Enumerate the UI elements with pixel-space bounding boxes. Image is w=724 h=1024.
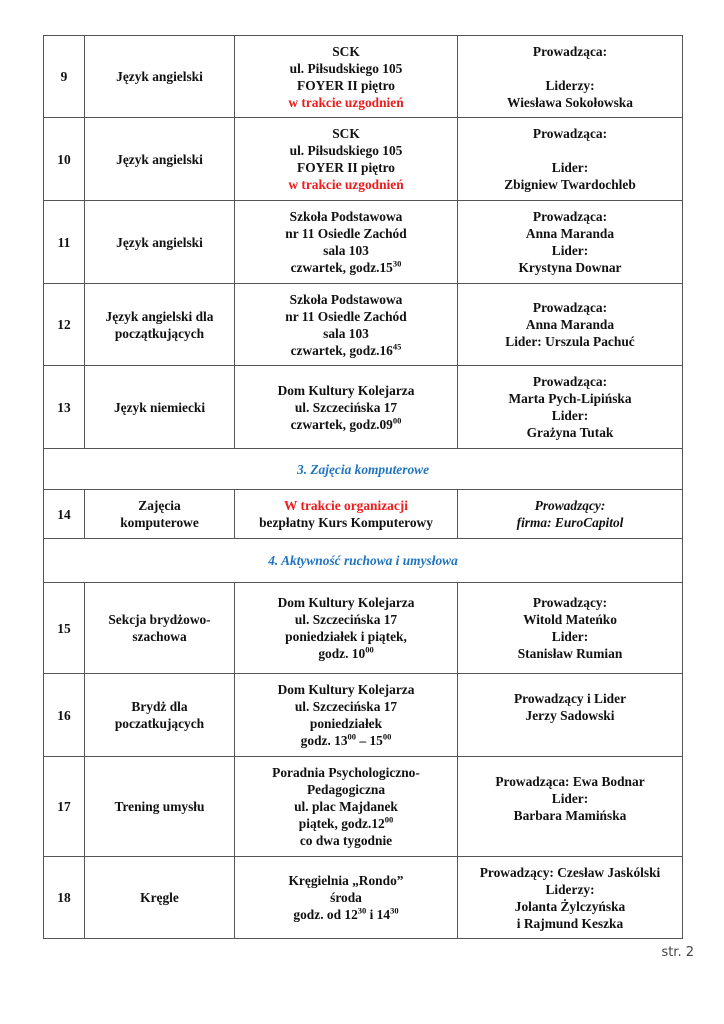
leader-line: firma: EuroCapitol — [516, 515, 624, 530]
row-number: 14 — [44, 490, 85, 539]
place-line — [239, 681, 453, 698]
place-line — [239, 889, 453, 906]
place-text: godz. 13 — [300, 733, 348, 748]
place-cell — [235, 118, 458, 201]
leaders-cell — [458, 757, 683, 857]
place-text: środa — [330, 890, 362, 905]
leaders-cell — [458, 583, 683, 674]
table-row — [44, 366, 683, 449]
place-cell — [235, 857, 458, 939]
place-cell — [235, 366, 458, 449]
place-text: sala 103 — [323, 243, 369, 258]
leaders-cell — [458, 118, 683, 201]
place-text: Kręgielnia „Rondo” — [288, 873, 404, 888]
leader-line: Jolanta Żylczyńska — [514, 898, 626, 914]
place-text: Szkoła Podstawowa — [289, 209, 403, 224]
place-line — [239, 611, 453, 628]
time-minutes: 30 — [392, 258, 402, 269]
activity-cell — [85, 36, 235, 118]
place-text: godz. od 12 — [293, 907, 358, 922]
leader-line: Witold Mateńko — [523, 612, 617, 627]
place-line — [239, 416, 453, 433]
table-row — [44, 857, 683, 939]
place-text: SCK — [332, 43, 360, 59]
place-text: ul. Szczecińska 17 — [294, 699, 398, 714]
row-number: 16 — [44, 674, 85, 757]
time-minutes: 00 — [392, 415, 402, 426]
place-line — [239, 43, 453, 60]
leader-line: Anna Maranda — [525, 226, 615, 241]
place-text: nr 11 Osiedle Zachód — [285, 226, 407, 241]
place-text: poniedziałek — [309, 716, 383, 731]
activity-line: komputerowe — [120, 515, 199, 530]
place-text: czwartek, godz.15 — [290, 260, 393, 275]
place-line — [239, 715, 453, 732]
leader-line: Liderzy: — [545, 77, 595, 93]
time-minutes: 00 — [382, 731, 392, 742]
table-row — [44, 284, 683, 366]
section-heading-row — [44, 539, 683, 583]
place-text: nr 11 Osiedle Zachód — [285, 308, 407, 324]
activity-line: Trening umysłu — [114, 799, 205, 814]
place-line — [239, 628, 453, 645]
leader-line: Lider: — [551, 160, 589, 175]
activity-cell — [85, 201, 235, 284]
place-line — [239, 60, 453, 77]
place-text: ul. Piłsudskiego 105 — [289, 143, 403, 158]
leader-line: Zbigniew Twardochleb — [504, 177, 636, 192]
activity-line: Język angielski dla — [105, 308, 214, 324]
table-row — [44, 36, 683, 118]
row-number: 9 — [44, 36, 85, 118]
activity-line: poczatkujących — [114, 716, 205, 731]
activity-line: szachowa — [132, 629, 187, 644]
row-number: 15 — [44, 583, 85, 674]
leaders-cell — [458, 284, 683, 366]
time-minutes: 00 — [347, 731, 357, 742]
place-text: w trakcie uzgodnień — [288, 94, 404, 110]
place-text: ul. Szczecińska 17 — [294, 612, 398, 627]
section-heading-row — [44, 449, 683, 490]
activity-cell — [85, 118, 235, 201]
leaders-cell — [458, 674, 683, 757]
activity-cell — [85, 284, 235, 366]
place-line — [239, 159, 453, 176]
time-minutes: 00 — [365, 644, 374, 655]
leader-line: Wiesława Sokołowska — [507, 94, 633, 110]
row-number: 17 — [44, 757, 85, 857]
leader-line: Jerzy Sadowski — [525, 707, 615, 723]
place-line — [239, 594, 453, 611]
leader-line: Grażyna Tutak — [526, 425, 614, 440]
activity-line: Zajęcia — [138, 498, 181, 513]
activity-line: Język angielski — [116, 69, 203, 84]
row-number: 13 — [44, 366, 85, 449]
place-line — [239, 732, 453, 749]
activity-cell — [85, 757, 235, 857]
table-row — [44, 490, 683, 539]
place-cell — [235, 490, 458, 539]
spacer — [462, 824, 678, 841]
leader-line: Krystyna Downar — [518, 260, 622, 275]
leader-line: Lider: — [551, 790, 589, 806]
leader-line: Prowadzący: — [534, 498, 606, 513]
place-line — [239, 645, 453, 662]
place-text: co dwa tygodnie — [299, 833, 393, 848]
place-line — [239, 142, 453, 159]
place-text: Dom Kultury Kolejarza — [277, 595, 415, 610]
status-note — [239, 94, 453, 111]
table-row — [44, 757, 683, 857]
place-text: sala 103 — [323, 325, 369, 341]
place-line — [239, 798, 453, 815]
place-cell — [235, 36, 458, 118]
activities-table — [43, 35, 683, 939]
place-text: czwartek, godz.16 — [290, 342, 393, 358]
leader-line: Lider: — [551, 629, 589, 644]
time-minutes: 30 — [390, 905, 399, 916]
table-row — [44, 583, 683, 674]
spacer — [462, 724, 678, 741]
leader-line: Anna Maranda — [525, 317, 615, 332]
row-number: 12 — [44, 284, 85, 366]
activity-cell — [85, 857, 235, 939]
leader-line: Prowadząca: — [532, 126, 608, 141]
table-row — [44, 201, 683, 284]
activity-cell — [85, 366, 235, 449]
place-line — [239, 399, 453, 416]
place-cell — [235, 201, 458, 284]
place-line — [239, 291, 453, 308]
place-text: – 15 — [356, 733, 383, 748]
leaders-cell — [458, 366, 683, 449]
activity-cell — [85, 674, 235, 757]
row-number: 18 — [44, 857, 85, 939]
place-text: piątek, godz.12 — [298, 816, 385, 831]
activity-line: Kręgle — [140, 890, 179, 905]
leader-line: Prowadząca: — [532, 43, 608, 59]
spacer — [462, 142, 678, 159]
place-text: FOYER II piętro — [297, 77, 395, 93]
page-number: str. 2 — [661, 945, 694, 960]
activity-line: Sekcja brydżowo- — [108, 612, 211, 627]
spacer — [462, 60, 678, 77]
place-line — [239, 259, 453, 276]
place-text: SCK — [332, 126, 360, 141]
row-number: 10 — [44, 118, 85, 201]
place-line — [239, 382, 453, 399]
place-text: czwartek, godz.09 — [290, 416, 393, 432]
place-line — [239, 781, 453, 798]
leader-line: Prowadząca: — [532, 300, 608, 315]
leader-line: Liderzy: — [545, 881, 595, 897]
place-line — [239, 815, 453, 832]
place-text: Pedagogiczna — [306, 782, 386, 797]
leaders-cell — [458, 36, 683, 118]
activity-cell — [85, 583, 235, 674]
leader-line: Barbara Mamińska — [513, 807, 627, 823]
place-line — [239, 77, 453, 94]
place-line — [239, 764, 453, 781]
section-heading-activity: 4. Aktywność ruchowa i umysłowa — [44, 539, 683, 583]
section-heading-computer: 3. Zajęcia komputerowe — [44, 449, 683, 490]
place-text: FOYER II piętro — [297, 160, 395, 175]
activity-line: Brydż dla — [131, 699, 188, 714]
time-minutes: 00 — [384, 814, 394, 825]
place-text: Dom Kultury Kolejarza — [277, 682, 415, 697]
activity-line: Język niemiecki — [113, 399, 206, 415]
place-text: Poradnia Psychologiczno- — [272, 765, 420, 780]
place-line — [239, 308, 453, 325]
place-line — [239, 698, 453, 715]
leader-line: Lider: Urszula Pachuć — [505, 334, 635, 349]
place-text: Szkoła Podstawowa — [289, 291, 403, 307]
status-note: W trakcie organizacji — [284, 498, 408, 513]
place-text: ul. Szczecińska 17 — [294, 399, 398, 415]
place-line — [239, 832, 453, 849]
leader-line: Stanisław Rumian — [517, 646, 623, 661]
place-line — [239, 208, 453, 225]
place-text: ul. Piłsudskiego 105 — [289, 60, 403, 76]
place-line — [239, 906, 453, 923]
place-text: poniedziałek i piątek, — [285, 629, 407, 644]
activity-line: Język angielski — [116, 151, 203, 167]
leader-line: i Rajmund Keszka — [516, 915, 624, 931]
activity-cell — [85, 490, 235, 539]
leaders-cell — [458, 490, 683, 539]
place-line: bezpłatny Kurs Komputerowy — [259, 515, 433, 530]
leader-line: Prowadzący i Lider — [513, 690, 627, 706]
leader-line: Prowadząca: — [532, 374, 608, 389]
activity-line: Język angielski — [116, 234, 203, 250]
place-line — [239, 325, 453, 342]
leader-line: Marta Pych-Lipińska — [508, 391, 632, 406]
leaders-cell — [458, 857, 683, 939]
activity-line: początkujących — [114, 325, 205, 341]
place-line — [239, 125, 453, 142]
leader-line: Prowadząca: Ewa Bodnar — [495, 773, 645, 789]
table-row — [44, 674, 683, 757]
place-cell — [235, 284, 458, 366]
place-line — [239, 872, 453, 889]
row-number: 11 — [44, 201, 85, 284]
place-text: ul. plac Majdanek — [294, 799, 398, 814]
status-note — [239, 176, 453, 193]
leader-line: Prowadząca: — [532, 209, 608, 224]
leader-line: Lider: — [551, 243, 589, 258]
place-line — [239, 242, 453, 259]
leaders-cell — [458, 201, 683, 284]
leader-line: Lider: — [551, 408, 589, 423]
place-text: w trakcie uzgodnień — [288, 177, 404, 192]
place-cell — [235, 583, 458, 674]
place-line — [239, 225, 453, 242]
place-line — [239, 342, 453, 359]
place-text: godz. 10 — [318, 646, 366, 661]
time-minutes: 45 — [392, 341, 402, 352]
table-row — [44, 118, 683, 201]
place-cell — [235, 757, 458, 857]
place-text: i 14 — [366, 907, 391, 922]
leader-line: Prowadzący: Czesław Jaskólski — [479, 864, 661, 880]
time-minutes: 30 — [357, 905, 367, 916]
leader-line: Prowadzący: — [532, 595, 608, 610]
place-text: Dom Kultury Kolejarza — [277, 382, 415, 398]
place-cell — [235, 674, 458, 757]
